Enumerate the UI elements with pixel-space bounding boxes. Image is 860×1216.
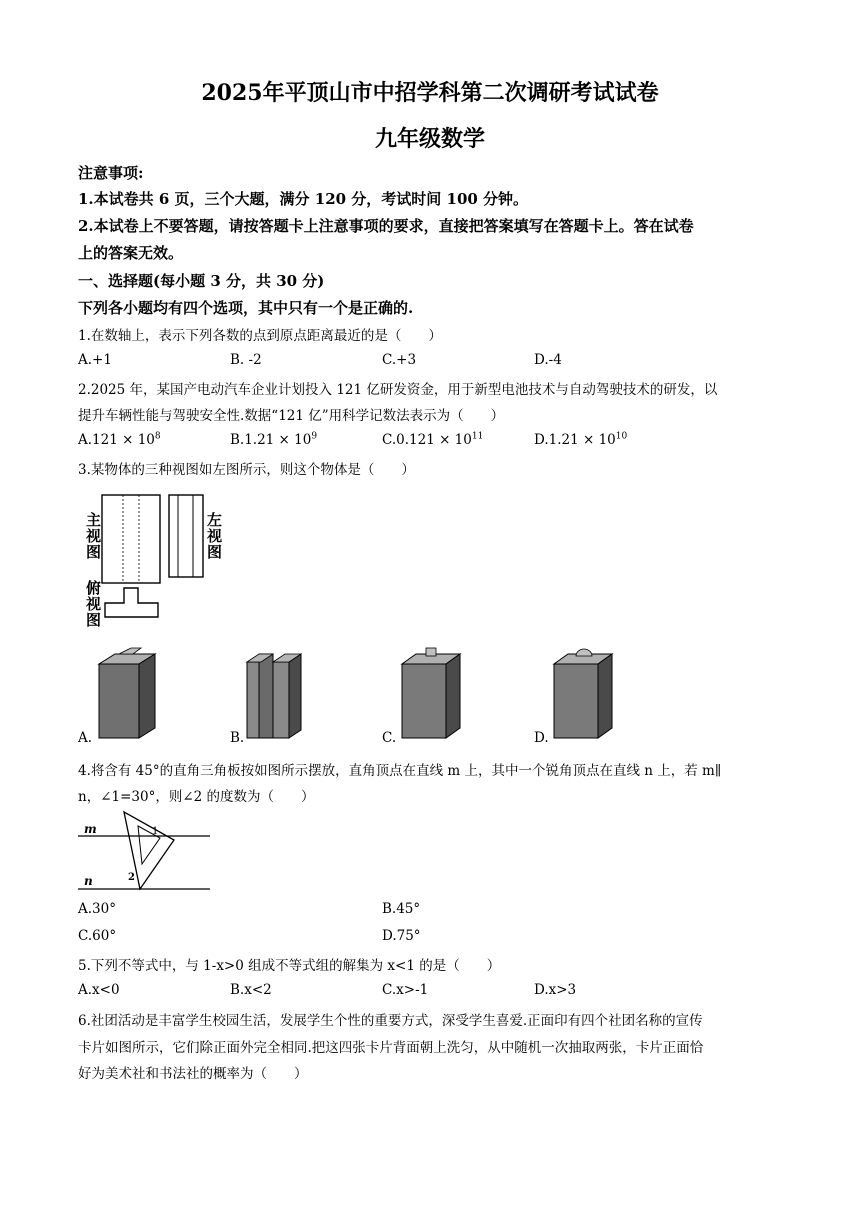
q4-stem-a: 4.将含有 45°的直角三角板按如图所示摆放，直角顶点在直线 m 上，其中一个锐角顶点在直线 n 上，若 m∥ — [78, 763, 722, 779]
q5-option-d: D.x>3 — [534, 982, 577, 998]
q3-option-a-solid — [95, 650, 165, 742]
q2-option-c: $C.0.121 \times 10^{11}$ — [382, 431, 484, 448]
exam-title: 2025年平顶山市中招学科第二次调研考试试卷 — [201, 80, 659, 106]
q6-stem-a: 6.社团活动是丰富学生校园生活，发展学生个性的重要方式，深受学生喜爱.正面印有四个社团名称的宣传 — [78, 1013, 703, 1029]
q4-option-b: B.45° — [382, 901, 421, 917]
q3-option-c-solid — [398, 648, 468, 742]
q4-option-d: D.75° — [382, 928, 421, 944]
q5-stem: 5.下列不等式中，与 1-x>0 组成不等式组的解集为 x<1 的是（ ） — [78, 958, 501, 974]
q3-option-a: A. — [78, 730, 93, 746]
q6-stem-b: 卡片如图所示，它们除正面外完全相同.把这四张卡片背面朝上洗匀，从中随机一次抽取两张，卡片正面恰 — [78, 1040, 704, 1056]
q1-stem: 1.在数轴上，表示下列各数的点到原点距离最近的是（ ） — [78, 328, 442, 344]
q3-option-c: C. — [382, 730, 397, 746]
q4-option-a: A.30° — [78, 901, 116, 917]
q3-option-b: B. — [230, 730, 245, 746]
q5-option-c: C.x>-1 — [382, 982, 429, 998]
q3-stem: 3.某物体的三种视图如左图所示，则这个物体是（ ） — [78, 462, 415, 478]
q1-option-c: C.+3 — [382, 352, 417, 368]
notes-heading: 注意事项: — [78, 164, 144, 182]
q3-option-b-solid — [245, 650, 315, 742]
q1-option-b: B. -2 — [230, 352, 262, 368]
q5-option-a: A.x<0 — [78, 982, 120, 998]
line-m-label: m — [84, 822, 97, 836]
section-heading: 一、选择题(每小题 3 分，共 30 分) — [78, 272, 325, 290]
notes-line-2b: 上的答案无效。 — [78, 244, 184, 262]
q2-stem-a: 2.2025 年，某国产电动汽车企业计划投入 121 亿研发资金，用于新型电池技术与自动驾驶技术的研发，以 — [78, 382, 718, 398]
q2-option-b: $B.1.21 \times 10^9$ — [230, 431, 318, 448]
top-view-label: 俯视图 — [86, 579, 102, 629]
line-n-label: n — [84, 874, 93, 888]
left-view-label: 左视图 — [207, 511, 223, 561]
angle-1-label: 1 — [152, 826, 159, 837]
q4-option-c: C.60° — [78, 928, 117, 944]
q2-stem-b: 提升车辆性能与驾驶安全性.数据“121 亿”用科学记数法表示为（ ） — [78, 408, 505, 424]
notes-line-2a: 2.本试卷上不要答题，请按答题卡上注意事项的要求，直接把答案填写在答题卡上。答在试卷 — [78, 217, 694, 235]
section-instruction: 下列各小题均有四个选项，其中只有一个是正确的. — [78, 299, 414, 317]
q5-option-b: B.x<2 — [230, 982, 272, 998]
q2-option-d: $D.1.21 \times 10^{10}$ — [534, 431, 628, 448]
main-view-label: 主视图 — [86, 511, 102, 561]
q3-option-d-solid — [550, 648, 620, 742]
q1-option-d: D.-4 — [534, 352, 562, 368]
q2-option-a: $A.121 \times 10^8$ — [78, 431, 161, 448]
q4-triangle-figure — [78, 808, 218, 894]
q3-option-d: D. — [534, 730, 549, 746]
notes-line-1: 1.本试卷共 6 页，三个大题，满分 120 分，考试时间 100 分钟。 — [78, 190, 529, 208]
exam-subtitle: 九年级数学 — [374, 126, 485, 152]
q1-option-a: A.+1 — [78, 352, 112, 368]
angle-2-label: 2 — [128, 872, 135, 883]
q4-stem-b: n，∠1=30°，则∠2 的度数为（ ） — [78, 789, 315, 805]
q6-stem-c: 好为美术社和书法社的概率为（ ） — [78, 1066, 308, 1082]
